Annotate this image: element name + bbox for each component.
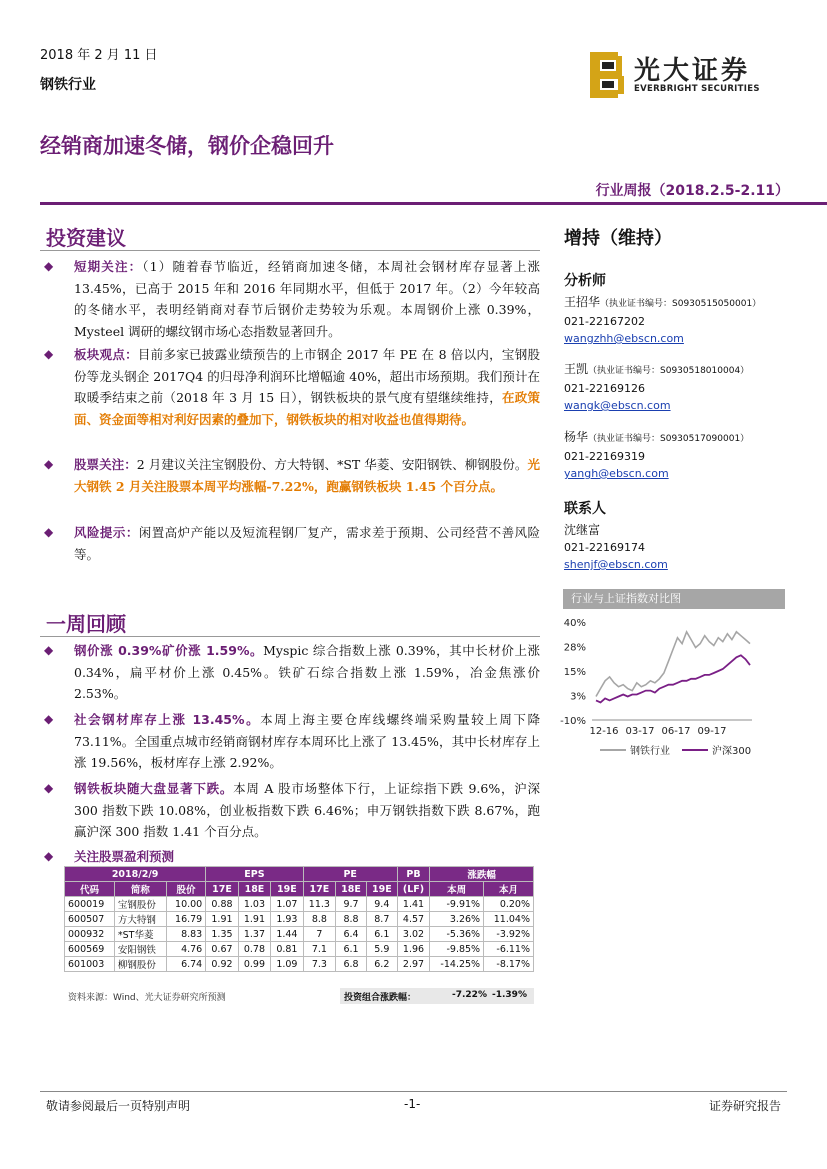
table-header-cell: PE (303, 867, 397, 882)
table-cell: 1.03 (238, 897, 270, 912)
analyst-phone: 021-22167202 (564, 315, 645, 328)
diamond-bullet-icon: ◆ (44, 712, 54, 726)
table-subheader-cell: 18E (238, 882, 270, 897)
diamond-bullet-icon: ◆ (44, 781, 54, 795)
review-heading: 一周回顾 (46, 612, 126, 636)
y-tick-label: 40% (563, 618, 586, 629)
portfolio-return-month: -1.39% (492, 990, 527, 1000)
invest-heading: 投资建议 (46, 226, 126, 250)
report-date: 2018 年 2 月 11 日 (40, 48, 158, 63)
analyst-cert: （执业证书编号：S0930518010004） (588, 366, 750, 376)
analyst-phone: 021-22169126 (564, 382, 645, 395)
analyst-email[interactable]: wangzhh@ebscn.com (564, 332, 684, 345)
portfolio-return-label: 投资组合涨跌幅： (344, 993, 417, 1003)
table-cell: 6.74 (166, 957, 205, 972)
table-cell: 0.99 (238, 957, 270, 972)
invest-item-key: 股票关注： (74, 457, 137, 472)
analyst-cert: （执业证书编号：S0930515050001） (600, 299, 762, 309)
table-cell: 1.44 (271, 927, 303, 942)
footer-rule (40, 1091, 787, 1092)
invest-heading-rule (40, 250, 540, 251)
invest-item-text: 2 月建议关注宝钢股份、方大特钢、*ST 华菱、安阳钢铁、柳钢股份。 (136, 457, 528, 472)
diamond-bullet-icon: ◆ (44, 457, 54, 471)
table-cell: 1.41 (397, 897, 430, 912)
earnings-forecast-table (64, 866, 534, 972)
table-cell: 9.4 (366, 897, 397, 912)
table-subheader-cell: 股价 (166, 882, 205, 897)
table-cell: 8.7 (366, 912, 397, 927)
table-cell: 3.26% (430, 912, 484, 927)
review-item (44, 778, 540, 843)
table-header-cell: EPS (206, 867, 303, 882)
analyst-name: 王招华 (564, 295, 601, 309)
page-number: -1- (404, 1097, 421, 1111)
logo-mark-icon (588, 50, 628, 100)
table-cell: 0.20% (484, 897, 534, 912)
invest-item-key: 板块观点： (74, 347, 138, 362)
diamond-bullet-icon: ◆ (44, 849, 54, 863)
table-subheader-cell: 19E (271, 882, 303, 897)
table-cell: 0.88 (206, 897, 238, 912)
table-cell: 11.3 (303, 897, 335, 912)
table-row (65, 957, 534, 972)
table-row (65, 897, 534, 912)
table-cell: -14.25% (430, 957, 484, 972)
table-cell: 4.57 (397, 912, 430, 927)
analyst-card (564, 361, 749, 414)
analyst-heading: 分析师 (564, 273, 606, 289)
table-subheader-cell: (LF) (397, 882, 430, 897)
analyst-name: 杨华 (564, 430, 589, 444)
invest-item-text: 目前多家已披露业绩预告的上市钢企 2017 年 PE 在 8 倍以内，宝钢股份等龙头钢企 2017Q4 的归母净利润环比增幅逾 40%，超出市场预期。我们预计在取暖季结束之前（2018 年 3 月 15 日），钢铁板块的景气度有望继续维持， (74, 347, 540, 405)
analyst-email[interactable]: yangh@ebscn.com (564, 467, 669, 480)
table-cell: 1.91 (206, 912, 238, 927)
contact-heading: 联系人 (564, 501, 606, 517)
y-tick-label: 28% (563, 642, 586, 654)
table-subheader-cell: 本周 (430, 882, 484, 897)
table-cell: 1.09 (271, 957, 303, 972)
table-subheader-cell: 18E (336, 882, 367, 897)
table-subheader-cell: 代码 (65, 882, 115, 897)
table-cell: 0.67 (206, 942, 238, 957)
invest-item (44, 256, 540, 342)
table-cell: 安阳钢铁 (114, 942, 166, 957)
table-cell: 1.96 (397, 942, 430, 957)
x-tick-label: 12-16 (589, 726, 619, 737)
table-cell: 柳钢股份 (114, 957, 166, 972)
table-header-row (65, 867, 534, 882)
invest-item-key: 短期关注： (74, 259, 143, 274)
review-item (44, 846, 540, 868)
invest-item-text: （1）随着春节临近，经销商加速冬储，本周社会钢材库存显著上涨 13.45%，已高于 2015 年和 2016 年同期水平，但低于 2017 年。（2）今年较高的冬储水平，表明经销商对春节后钢价走势较为乐观。本周钢价上涨 0.39%，Mysteel 调研的螺纹钢市场心态指数显著回升。 (74, 259, 540, 339)
invest-item-highlight: 光大钢铁 2 月关注股票本周平均涨幅-7.22%，跑赢钢铁板块 1.45 个百分点。 (74, 457, 540, 494)
company-logo (588, 50, 788, 100)
x-tick-label: 06-17 (661, 726, 691, 737)
table-cell: 7.3 (303, 957, 335, 972)
table-cell: 6.1 (366, 927, 397, 942)
table-heading: 关注股票盈利预测 (74, 849, 175, 864)
series-line-steel (596, 632, 750, 697)
invest-item (44, 454, 540, 497)
table-subheader-cell: 本月 (484, 882, 534, 897)
table-cell: 600507 (65, 912, 115, 927)
logo-chinese-name: 光大证券 (634, 56, 751, 86)
table-cell: -3.92% (484, 927, 534, 942)
invest-item (44, 344, 540, 430)
invest-item (44, 522, 540, 565)
table-cell: 601003 (65, 957, 115, 972)
diamond-bullet-icon: ◆ (44, 347, 54, 361)
table-subheader-cell: 简称 (114, 882, 166, 897)
portfolio-return-week: -7.22% (452, 990, 487, 1000)
report-type: 行业周报（2018.2.5-2.11） (595, 183, 789, 199)
table-cell: 2.97 (397, 957, 430, 972)
table-cell: 6.4 (336, 927, 367, 942)
contact-email[interactable]: shenjf@ebscn.com (564, 558, 668, 571)
table-source: 资料来源：Wind、光大证券研究所预测 (68, 993, 226, 1003)
table-cell: 000932 (65, 927, 115, 942)
header-rule (40, 202, 827, 205)
table-row (65, 912, 534, 927)
table-cell: 0.81 (271, 942, 303, 957)
table-cell: 7.1 (303, 942, 335, 957)
table-cell: 8.83 (166, 927, 205, 942)
review-item (44, 709, 540, 774)
y-tick-label: -10% (560, 716, 586, 727)
table-cell: -8.17% (484, 957, 534, 972)
logo-english-name: EVERBRIGHT SECURITIES (634, 84, 760, 94)
table-header-cell: 2018/2/9 (65, 867, 206, 882)
industry-label: 钢铁行业 (40, 77, 96, 93)
report-title: 经销商加速冬储，钢价企稳回升 (40, 134, 334, 158)
analyst-email[interactable]: wangk@ebscn.com (564, 399, 671, 412)
x-tick-label: 03-17 (625, 726, 655, 737)
table-subheader-cell: 17E (303, 882, 335, 897)
review-item-text: 本周上海主要仓库线螺终端采购量较上周下降 73.11%。全国重点城市经销商钢材库存本周环比上涨了 13.45%，其中长材库存上涨 19.56%，板材库存上涨 2.92%。 (74, 712, 540, 770)
rating: 增持（维持） (564, 228, 672, 249)
table-cell: 1.37 (238, 927, 270, 942)
table-cell: 600019 (65, 897, 115, 912)
table-subheader-cell: 17E (206, 882, 238, 897)
table-cell: 3.02 (397, 927, 430, 942)
table-row (65, 942, 534, 957)
review-item (44, 640, 540, 705)
table-cell: -9.91% (430, 897, 484, 912)
series-line-hs300 (596, 655, 750, 702)
analyst-card (564, 429, 749, 482)
table-cell: -6.11% (484, 942, 534, 957)
table-cell: 宝钢股份 (114, 897, 166, 912)
table-cell: 6.2 (366, 957, 397, 972)
invest-item-text: 闲置高炉产能以及短流程钢厂复产，需求差于预期、公司经营不善风险等。 (74, 525, 540, 562)
table-cell: 5.9 (366, 942, 397, 957)
table-cell: 1.93 (271, 912, 303, 927)
table-cell: 600569 (65, 942, 115, 957)
table-cell: 1.91 (238, 912, 270, 927)
table-subheader-cell: 19E (366, 882, 397, 897)
table-header-cell: PB (397, 867, 430, 882)
table-cell: 16.79 (166, 912, 205, 927)
table-cell: 10.00 (166, 897, 205, 912)
table-cell: 7 (303, 927, 335, 942)
table-cell: 6.1 (336, 942, 367, 957)
review-item-key: 社会钢材库存上涨 13.45%。 (74, 712, 261, 727)
footer-disclaimer: 敬请参阅最后一页特别声明 (46, 1099, 191, 1113)
comparison-chart (556, 612, 792, 764)
table-cell: 4.76 (166, 942, 205, 957)
analyst-cert: （执业证书编号：S0930517090001） (588, 434, 750, 444)
analyst-name: 王凯 (564, 362, 589, 376)
comparison-chart-svg (556, 612, 792, 764)
footer-report-label: 证券研究报告 (708, 1099, 781, 1113)
portfolio-return-box (340, 988, 534, 1004)
legend-label-steel: 钢铁行业 (630, 746, 670, 757)
table-cell: -9.85% (430, 942, 484, 957)
table-cell: -5.36% (430, 927, 484, 942)
table-row (65, 927, 534, 942)
table-cell: 1.07 (271, 897, 303, 912)
table-cell: 6.8 (336, 957, 367, 972)
legend-label-hs300: 沪深300 (712, 746, 752, 757)
diamond-bullet-icon: ◆ (44, 643, 54, 657)
table-cell: *ST华菱 (114, 927, 166, 942)
table-subheader-row (65, 882, 534, 897)
y-tick-label: 3% (570, 691, 586, 703)
contact-card (564, 522, 668, 573)
review-item-text: Myspic 综合指数上涨 0.39%，其中长材价上涨 0.34%，扁平材价上涨 0.45%。铁矿石综合指数上涨 1.59%，冶金焦涨价 2.53%。 (74, 643, 541, 701)
contact-phone: 021-22169174 (564, 541, 645, 554)
table-cell: 8.8 (336, 912, 367, 927)
diamond-bullet-icon: ◆ (44, 525, 54, 539)
table-cell: 0.92 (206, 957, 238, 972)
table-cell: 方大特钢 (114, 912, 166, 927)
review-item-key: 钢铁板块随大盘显著下跌。 (74, 781, 234, 796)
review-heading-rule (40, 636, 540, 637)
invest-item-highlight: 在政策面、资金面等相对利好因素的叠加下，钢铁板块的相对收益也值得期待。 (74, 390, 540, 427)
diamond-bullet-icon: ◆ (44, 259, 54, 273)
table-cell: 0.78 (238, 942, 270, 957)
table-cell: 8.8 (303, 912, 335, 927)
analyst-phone: 021-22169319 (564, 450, 645, 463)
review-item-text: 本周 A 股市场整体下行，上证综指下跌 9.6%，沪深 300 指数下跌 10.08%，创业板指数下跌 6.46%；申万钢铁指数下跌 8.67%，跑赢沪深 300 指数 1.41 个百分点。 (74, 781, 540, 839)
table-cell: 9.7 (336, 897, 367, 912)
chart-title: 行业与上证指数对比图 (563, 589, 785, 609)
contact-name: 沈继富 (564, 523, 601, 537)
invest-item-key: 风险提示： (74, 525, 139, 540)
table-cell: 1.35 (206, 927, 238, 942)
y-tick-label: 15% (563, 667, 586, 678)
x-tick-label: 09-17 (697, 726, 727, 737)
table-cell: 11.04% (484, 912, 534, 927)
table-header-cell: 涨跌幅 (430, 867, 534, 882)
review-item-key: 钢价涨 0.39%矿价涨 1.59%。 (74, 643, 264, 658)
analyst-card (564, 294, 761, 347)
